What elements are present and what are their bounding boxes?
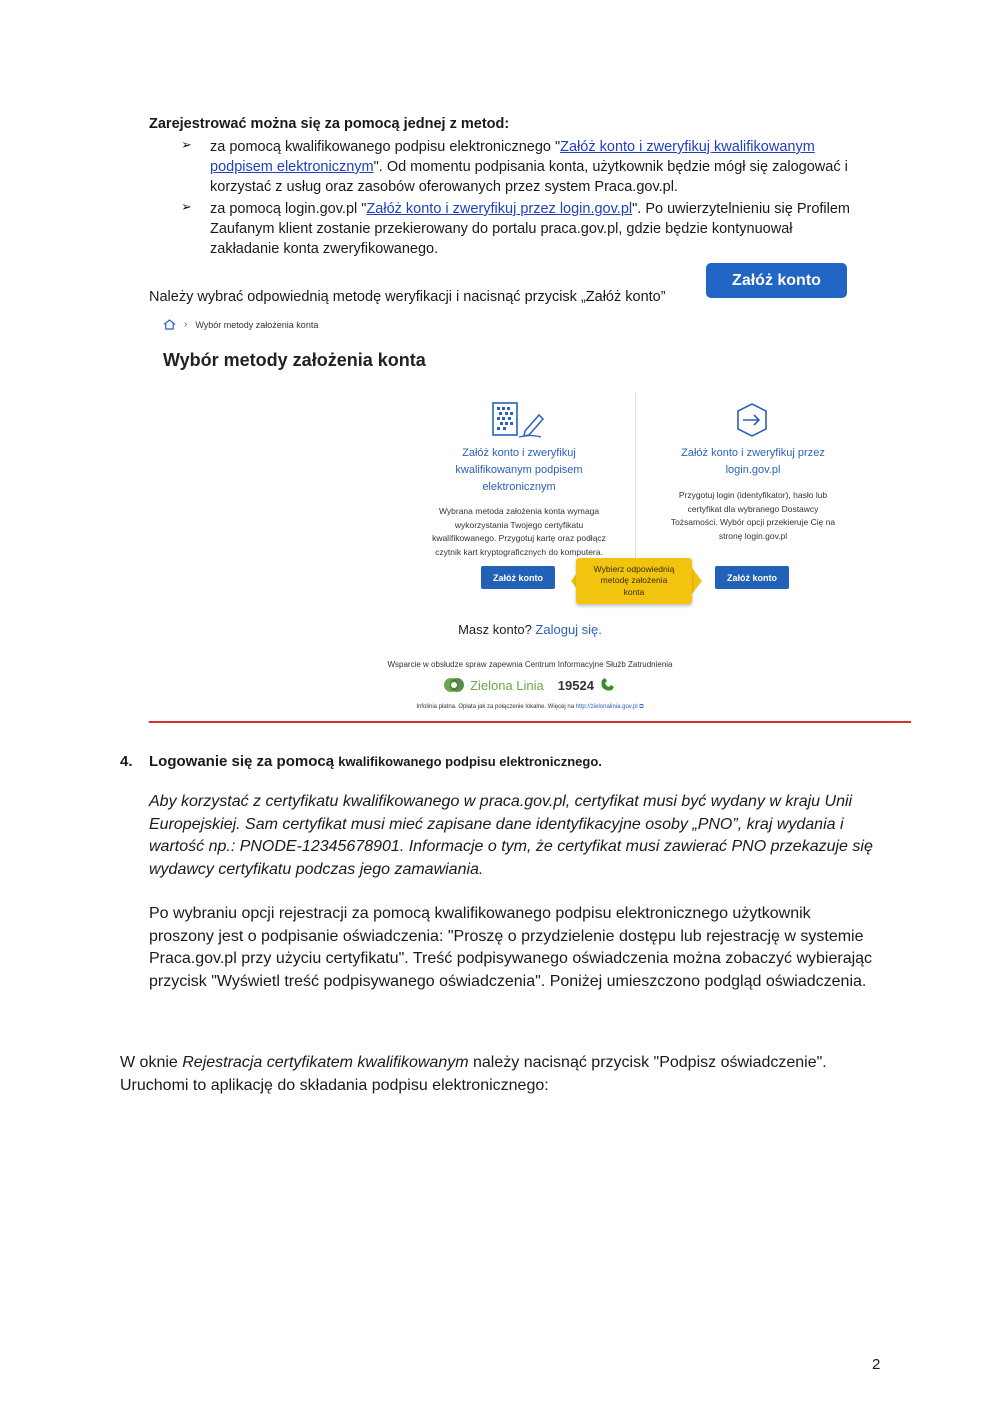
chevron-right-icon: › — [184, 319, 188, 330]
bullet-2-line-3: zakładanie konta zweryfikowanego. — [210, 241, 439, 257]
zaloz-konto-button[interactable]: Załóż konto — [706, 263, 847, 298]
right-option-title: Załóż konto i zweryfikuj przez login.gov.pl — [681, 447, 825, 476]
bullet-marker: ➢ — [181, 199, 192, 214]
have-account-line: Masz konto? Zaloguj się. — [458, 622, 602, 637]
left-zaloz-konto-button[interactable]: Załóż konto — [481, 566, 555, 589]
login-gov-link[interactable]: Załóż konto i zweryfikuj przez login.gov.pl — [366, 201, 633, 217]
final-line-1: W oknie Rejestracja certyfikatem kwalifikowanym należy nacisnąć przycisk "Podpisz oświadczenie". — [120, 1054, 827, 1071]
qualified-signature-link-cont[interactable]: podpisem elektronicznym — [210, 159, 374, 175]
bullet-1-line-2: podpisem elektronicznym". Od momentu podpisania konta, użytkownik będzie mógł się zalogować i — [210, 159, 848, 175]
right-option-description: Przygotuj login (identyfikator), hasło lub certyfikat dla wybranego Dostawcy Tożsamości. Wybór opcji przekieruje Cię na stronę login.gov.pl — [670, 490, 836, 541]
login-gov-icon — [734, 402, 770, 438]
home-icon[interactable] — [163, 319, 176, 330]
zielona-linia-number: 19524 — [557, 677, 594, 693]
page-number: 2 — [872, 1356, 881, 1373]
section-title: Logowanie się za pomocą kwalifikowanego podpisu elektronicznego. — [149, 753, 602, 770]
bullet-1 — [210, 137, 900, 197]
zielona-linia-logo-icon — [444, 677, 464, 693]
infolinia-note: Infolinia płatna. Opłata jak za połączenie lokalne. Więcej na http://zielonalinia.gov.pl ⧉ — [416, 704, 644, 710]
intro-heading: Zarejestrować można się za pomocą jednej z metod: — [149, 116, 510, 132]
screenshot-title: Wybór metody założenia konta — [163, 350, 426, 370]
zielonalinia-link[interactable]: http://zielonalinia.gov.pl — [575, 704, 638, 710]
bullet-1-line-3: korzystać z usług oraz zasobów oferowanych przez system Praca.gov.pl. — [210, 179, 678, 195]
zielona-linia-banner — [149, 677, 911, 693]
bullet-1-line-1: za pomocą kwalifikowanego podpisu elektronicznego "Załóż konto i zweryfikuj kwalifikowanym — [210, 139, 815, 155]
bullet-2 — [210, 199, 900, 259]
external-link-icon: ⧉ — [639, 704, 644, 710]
bullet-2-line-2: Zaufanym klient zostanie przekierowany do portalu praca.gov.pl, gdzie będzie kontynuował — [210, 221, 793, 237]
section-number: 4. — [120, 753, 133, 770]
registration-paragraph: Po wybraniu opcji rejestracji za pomocą kwalifikowanego podpisu elektronicznego użytkownik proszony jest o podpisanie oświadczenia: "Proszę o przydzielenie dostępu lub rejestrację w systemie Praca.gov.pl przy użyciu certyfikatu". Treść podpisywanego oświadczenia można zobaczyć wybierając przycisk "Wyświetl treść podpisywanego oświadczenia". Poniżej umieszczono podgląd oświadczenia. — [149, 905, 873, 990]
certificate-requirements-paragraph: Aby korzystać z certyfikatu kwalifikowanego w praca.gov.pl, certyfikat musi być wydany w kraju Unii Europejskiej. Sam certyfikat musi mieć zapisane dane identyfikacyjne osoby „PNO”, kraj wydania i wartość np.: PNODE-12345678901. Informacje o tym, że certyfikat musi zawierać PNO przekazuje się wydawcy certyfikatu podczas jego zamawiania. — [149, 793, 873, 878]
login-link[interactable]: Zaloguj się. — [535, 622, 602, 637]
phone-icon — [600, 678, 616, 692]
bullet-2-line-1: za pomocą login.gov.pl "Załóż konto i zweryfikuj przez login.gov.pl". Po uwierzytelnieniu się Profilem — [210, 201, 851, 217]
final-paragraph — [120, 1052, 920, 1097]
qualified-signature-card-icon — [491, 401, 547, 439]
callout-arrow-right — [692, 568, 702, 594]
left-option-description: Wybrana metoda założenia konta wymaga wykorzystania Twojego certyfikatu kwalifikowanego. Przygotuj kartę oraz podłącz czytnik kart kryptograficznych do komputera. — [432, 506, 606, 557]
column-divider — [635, 392, 636, 582]
left-option-title: Załóż konto i zweryfikuj kwalifikowanym podpisem elektronicznym — [455, 447, 583, 493]
support-text: Wsparcie w obsłudze spraw zapewnia Centrum Informacyjne Służb Zatrudnienia — [387, 660, 673, 669]
right-zaloz-konto-button[interactable]: Załóż konto — [715, 566, 789, 589]
final-line-2: Uruchomi to aplikację do składania podpisu elektronicznego: — [120, 1076, 549, 1094]
bullet-marker: ➢ — [181, 137, 192, 152]
breadcrumb-current: Wybór metody założenia konta — [195, 319, 319, 330]
breadcrumb — [163, 319, 318, 330]
method-selection-screenshot — [149, 306, 911, 723]
qualified-signature-link[interactable]: Załóż konto i zweryfikuj kwalifikowanym — [560, 139, 815, 155]
zielona-linia-name: Zielona Linia — [470, 677, 544, 693]
choose-method-callout: Wybierz odpowiednią metodę założenia konta — [576, 558, 692, 604]
instruction-text: Należy wybrać odpowiednią metodę weryfikacji i nacisnąć przycisk „Załóż konto” — [149, 289, 666, 305]
